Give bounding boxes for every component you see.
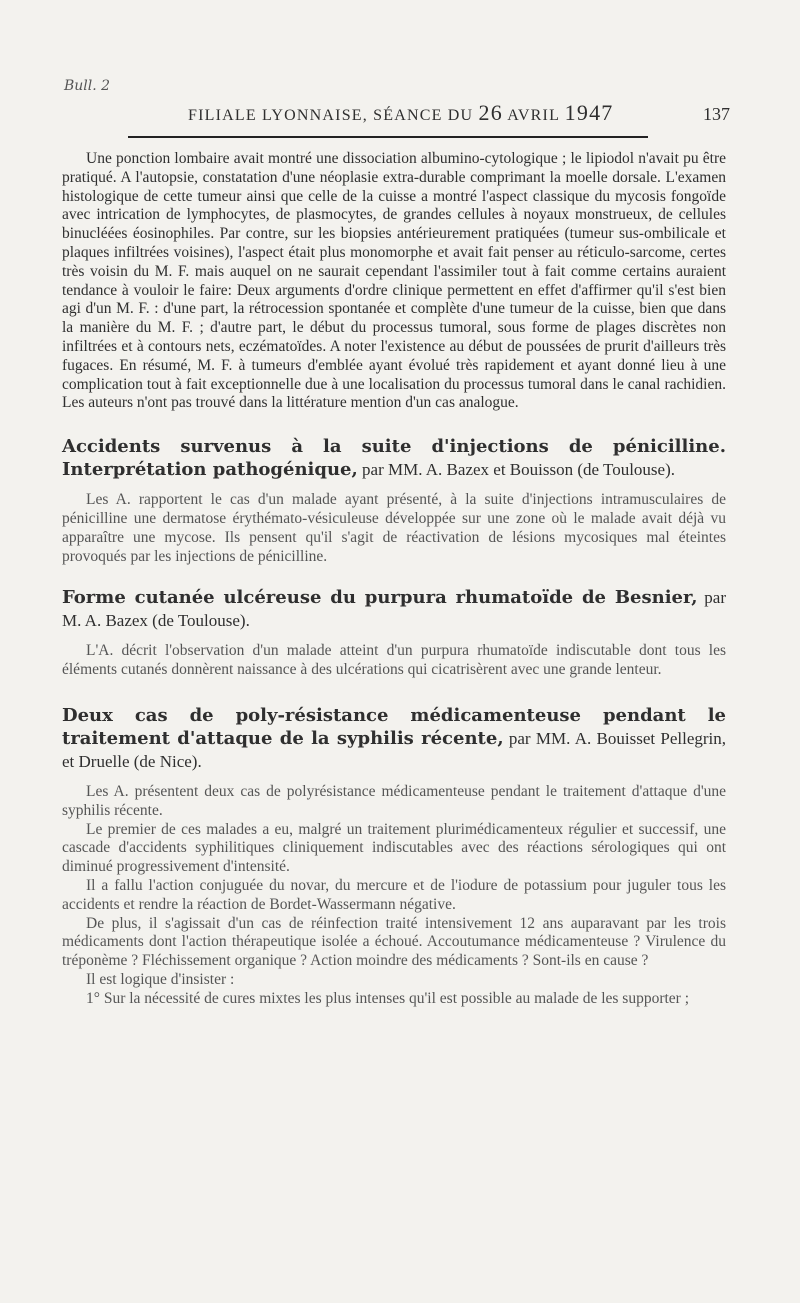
section-paragraph: Les A. présentent deux cas de polyrésistance médicamenteuse pendant le traitement d'attaque d'une syphilis récente. bbox=[62, 782, 726, 819]
section-authors: par M. A. Bazex (de Toulouse). bbox=[62, 588, 726, 631]
section-authors: par MM. A. Bazex et Bouisson (de Toulouse). bbox=[357, 460, 675, 480]
running-header bbox=[64, 100, 730, 128]
bulletin-mark: Bull. 2 bbox=[64, 78, 111, 94]
section-heading bbox=[62, 704, 726, 773]
section-purpura bbox=[62, 586, 726, 680]
title-part1: FILIALE LYONNAISE, SÉANCE DU bbox=[188, 107, 479, 124]
section-paragraph: Il est logique d'insister : bbox=[86, 970, 235, 988]
section-paragraph: De plus, il s'agissait d'un cas de réinfection traité intensivement 12 ans auparavant par les trois médicaments dont l'action thérapeutique isolée a échoué. Accoutumance médicamenteuse ? Virulence du tréponème ? Fléchissement organique ? Action moindre des médicaments ? Sont-ils en cause ? bbox=[62, 914, 726, 970]
section-title: Deux cas de poly-résistance médicamenteuse pendant le traitement d'attaque de la syphilis récente, bbox=[62, 704, 726, 749]
section-title: Forme cutanée ulcéreuse du purpura rhumatoïde de Besnier, bbox=[62, 587, 698, 609]
section-heading bbox=[62, 586, 726, 632]
header-rule bbox=[128, 136, 648, 138]
section-poly-resistance bbox=[62, 704, 726, 1009]
title-day: 26 bbox=[478, 100, 503, 125]
article-body bbox=[62, 150, 726, 1009]
section-paragraph: Les A. rapportent le cas d'un malade ayant présenté, à la suite d'injections intramusculaires de pénicilline une dermatose érythémato-vésiculeuse développée sur une zone où le malade avait déjà vu apparaître une mycose. Ils pensent qu'il s'agit de réactivation de lésions mycosiques mal éteintes provoqués par les injections de pénicilline. bbox=[62, 491, 726, 565]
section-heading bbox=[62, 435, 726, 481]
title-part2: AVRIL bbox=[502, 107, 565, 124]
section-paragraph: Il a fallu l'action conjuguée du novar, du mercure et de l'iodure de potassium pour juguler tous les accidents et rendre la réaction de Bordet-Wassermann négative. bbox=[62, 876, 726, 913]
page-number: 137 bbox=[703, 104, 730, 124]
intro-paragraph: Une ponction lombaire avait montré une dissociation albumino-cytologique ; le lipiodol n'avait pu être pratiqué. A l'autopsie, constatation d'une néoplasie extra-durable comprimant la moelle dorsale. L'examen histologique de cette tumeur ainsi que celle de la cuisse a montré l'aspect classique du mycosis fongoïde avec intrication de lymphocytes, de plasmocytes, de grandes cellules à noyaux monstrueux, de cellules binucléées éosinophiles. Par contre, sur les biopsies antérieurement pratiquées (tumeur sus-ombilicale et plaques infiltrées voisines), l'aspect était plus monomorphe et avait fait penser au réticulo-sarcome, certes très voisin du M. F. mais auquel on ne saurait cependant l'assimiler tout à fait comme certains auraient tendance à vouloir le faire: Deux arguments d'ordre clinique permettent en effet d'affirmer qu'il s'est bien agi d'un M. F. : d'une part, la rétrocession spontanée et complète d'une tumeur de la cuisse, bien que dans la manière du M. F. ; d'autre part, le début du processus tumoral, sous forme de plages discrètes non infiltrées et à contours nets, eczématoïdes. A noter l'existence au début de poussées de prurit d'ailleurs très fugaces. En résumé, M. F. à tumeurs d'emblée ayant évolué très rapidement et ayant donné lieu à une complication tout à fait exceptionnelle due à une localisation du processus tumoral dans le canal rachidien. Les auteurs n'ont pas trouvé dans la littérature mention d'un cas analogue. bbox=[62, 150, 726, 412]
section-paragraph: 1° Sur la nécessité de cures mixtes les plus intenses qu'il est possible au malade de les supporter ; bbox=[86, 989, 690, 1007]
title-year: 1947 bbox=[564, 100, 614, 125]
section-paragraph: Le premier de ces malades a eu, malgré un traitement plurimédicamenteux régulier et successif, une cascade d'accidents syphilitiques cliniquement indiscutables avec des réactions sérologiques qui ont diminué progressivement d'intensité. bbox=[62, 820, 726, 876]
section-title: Accidents survenus à la suite d'injections de pénicilline. Interprétation pathogénique, bbox=[62, 436, 726, 481]
section-paragraph: L'A. décrit l'observation d'un malade atteint d'un purpura rhumatoïde indiscutable dont tous les éléments cutanés donnèrent naissance à des ulcérations qui cicatrisèrent avec une grande lenteur. bbox=[62, 642, 726, 679]
section-penicillin bbox=[62, 435, 726, 566]
section-authors: par MM. A. Bouisset Pellegrin, et Druelle (de Nice). bbox=[62, 728, 726, 771]
running-title bbox=[188, 100, 613, 126]
